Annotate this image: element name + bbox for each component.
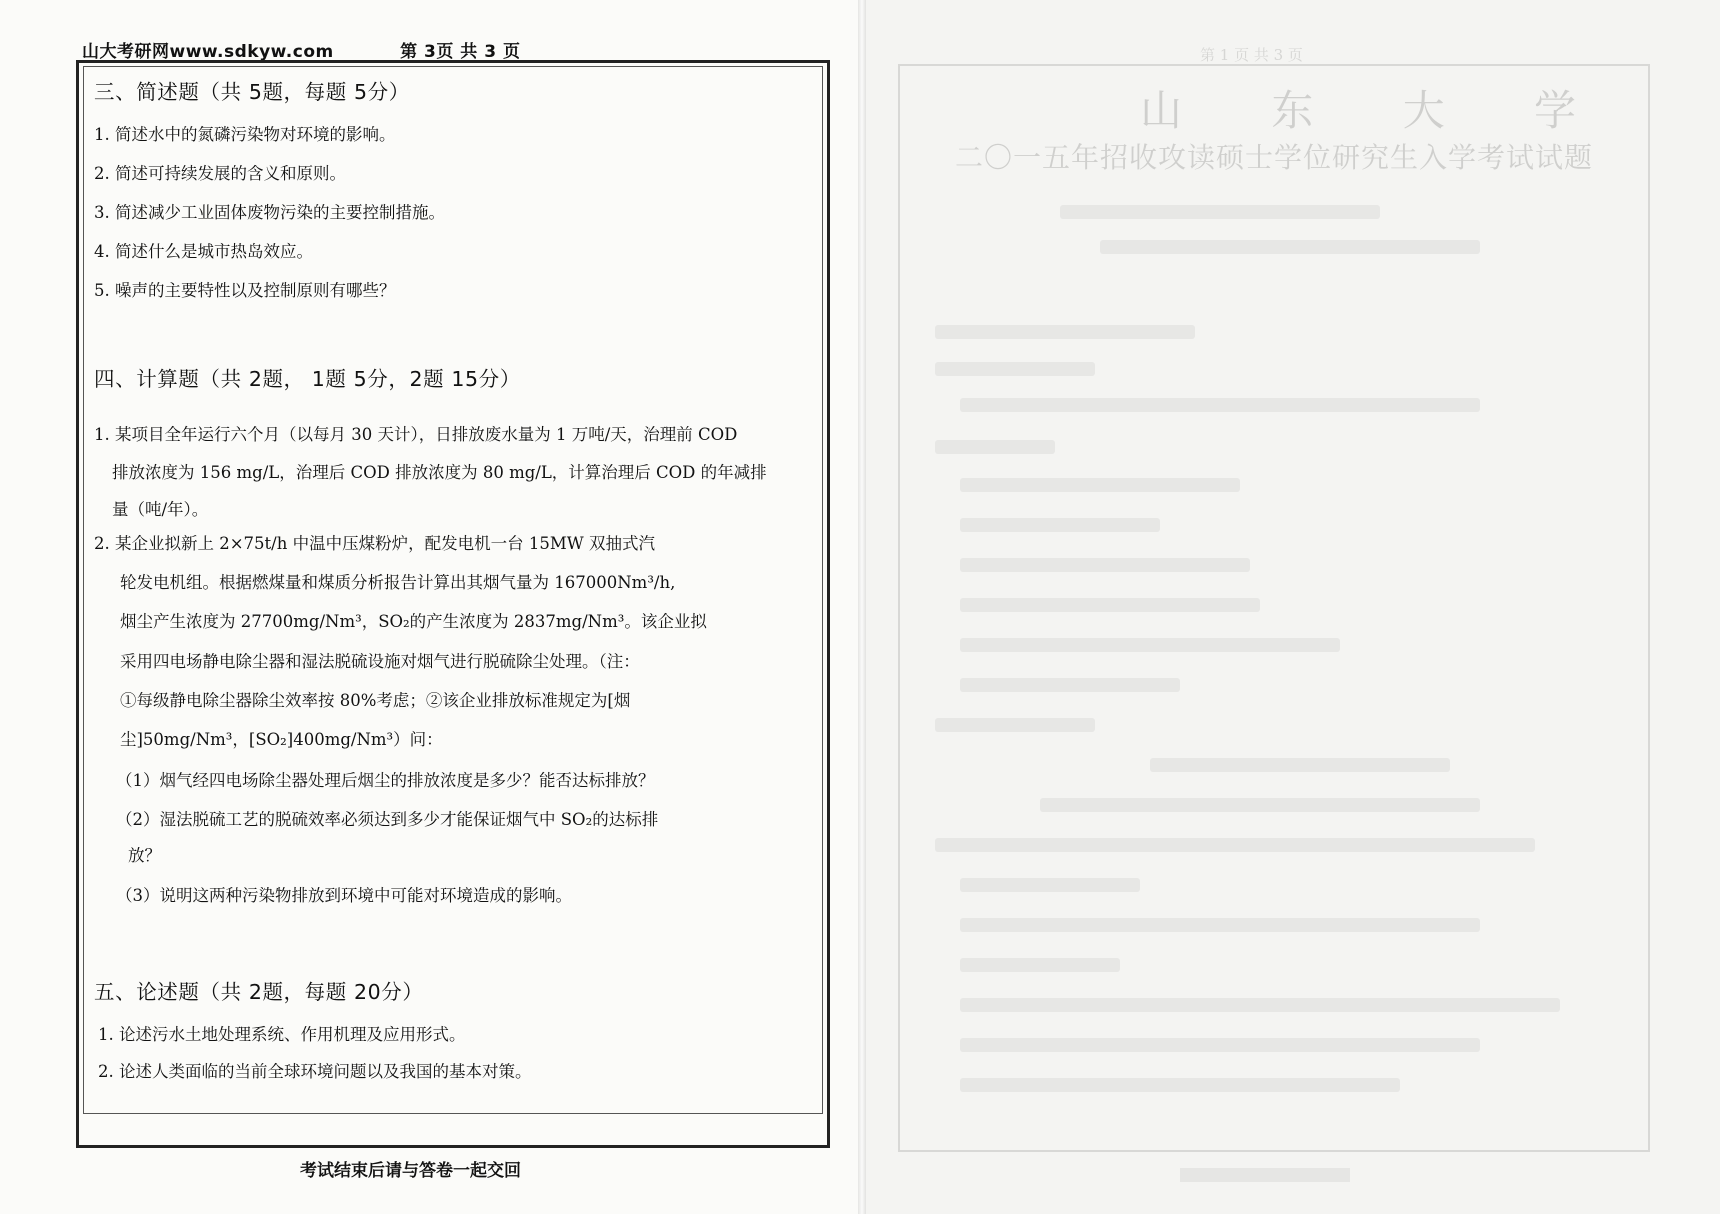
right-page-subtitle: 二〇一五年招收攻读硕士学位研究生入学考试试题 xyxy=(955,141,1594,174)
section3-item: 2. 简述可持续发展的含义和原则。 xyxy=(94,164,346,183)
calc-q1-line: 1. 某项目全年运行六个月（以每月 30 天计），日排放废水量为 1 万吨/天，治理前 COD xyxy=(94,425,738,444)
faded-line xyxy=(960,638,1340,652)
calc-q2-subq: （1）烟气经四电场除尘器处理后烟尘的排放浓度是多少？能否达标排放？ xyxy=(116,771,655,790)
calc-q2-subq: （2）湿法脱硫工艺的脱硫效率必须达到多少才能保证烟气中 SO₂的达标排 xyxy=(116,810,659,829)
section3-item: 4. 简述什么是城市热岛效应。 xyxy=(94,242,313,261)
faded-line xyxy=(960,1038,1480,1052)
right-page-title: 山 东 大 学 xyxy=(1140,86,1615,135)
faded-line xyxy=(935,718,1095,732)
section5-item: 1. 论述污水土地处理系统、作用机理及应用形式。 xyxy=(98,1025,466,1044)
calc-q2-subq: 放？ xyxy=(128,846,161,865)
calc-q1-line: 量（吨/年）。 xyxy=(112,500,209,519)
faded-line xyxy=(960,998,1560,1012)
faded-line xyxy=(960,398,1480,412)
calc-q2-line: 烟尘产生浓度为 27700mg/Nm³，SO₂的产生浓度为 2837mg/Nm³。该企业拟 xyxy=(120,612,707,631)
section5-title: 五、论述题（共 2题，每题 20分） xyxy=(94,980,424,1004)
faded-line xyxy=(1150,758,1450,772)
faded-line xyxy=(1040,798,1480,812)
faded-line xyxy=(1100,240,1480,254)
faded-line xyxy=(960,1078,1400,1092)
calc-q2-subq: （3）说明这两种污染物排放到环境中可能对环境造成的影响。 xyxy=(116,886,572,905)
section4-title: 四、计算题（共 2题， 1题 5分，2题 15分） xyxy=(94,367,521,391)
faded-line xyxy=(960,678,1180,692)
faded-line xyxy=(960,518,1160,532)
calc-q1-line: 排放浓度为 156 mg/L，治理后 COD 排放浓度为 80 mg/L，计算治理后 COD 的年减排 xyxy=(112,463,767,482)
faded-line xyxy=(1060,205,1380,219)
faded-line xyxy=(935,838,1535,852)
calc-q2-line: ①每级静电除尘器除尘效率按 80%考虑；②该企业排放标准规定为[烟 xyxy=(120,691,631,710)
calc-q2-line: 轮发电机组。根据燃煤量和煤质分析报告计算出其烟气量为 167000Nm³/h, xyxy=(120,573,676,592)
page-header xyxy=(82,37,520,62)
faded-line xyxy=(960,958,1120,972)
section3-item: 5. 噪声的主要特性以及控制原则有哪些？ xyxy=(94,281,396,300)
section3-item: 3. 简述减少工业固体废物污染的主要控制措施。 xyxy=(94,203,445,222)
calc-q2-line: 采用四电场静电除尘器和湿法脱硫设施对烟气进行脱硫除尘处理。（注： xyxy=(120,652,640,671)
faded-line xyxy=(960,478,1240,492)
right-page-footer xyxy=(1180,1168,1350,1182)
faded-line xyxy=(960,878,1140,892)
section3-title: 三、简述题（共 5题，每题 5分） xyxy=(94,80,410,104)
faded-line xyxy=(935,325,1195,339)
site-name: 山大考研网www.sdkyw.com xyxy=(82,42,334,62)
faded-line xyxy=(960,558,1250,572)
calc-q2-line: 2. 某企业拟新上 2×75t/h 中温中压煤粉炉，配发电机一台 15MW 双抽式汽 xyxy=(94,534,655,553)
page-fold xyxy=(858,0,866,1214)
faded-line xyxy=(960,598,1260,612)
section3-item: 1. 简述水中的氮磷污染物对环境的影响。 xyxy=(94,125,396,144)
right-page-header: 第 1 页 共 3 页 xyxy=(1200,46,1303,64)
section5-item: 2. 论述人类面临的当前全球环境问题以及我国的基本对策。 xyxy=(98,1062,532,1081)
calc-q2-line: 尘]50mg/Nm³，[SO₂]400mg/Nm³）问： xyxy=(120,730,443,749)
faded-line xyxy=(935,362,1095,376)
page-number: 第 3页 共 3 页 xyxy=(400,42,521,62)
faded-line xyxy=(960,918,1480,932)
faded-line xyxy=(935,440,1055,454)
page-footer: 考试结束后请与答卷一起交回 xyxy=(300,1161,521,1181)
